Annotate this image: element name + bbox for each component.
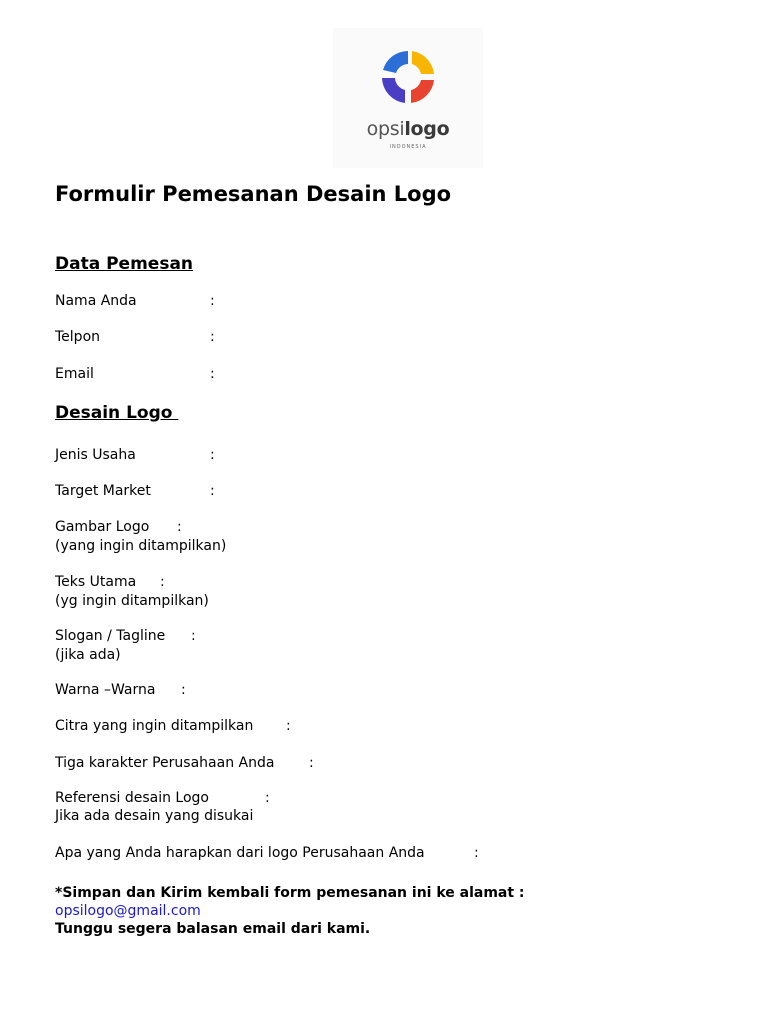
field-label-citra: Citra yang ingin ditampilkan <box>55 718 254 734</box>
field-label-nama: Nama Anda <box>55 293 137 309</box>
field-colon: : <box>181 682 186 698</box>
field-note-referensi: Jika ada desain yang disukai <box>55 808 254 824</box>
field-label-referensi: Referensi desain Logo <box>55 790 209 806</box>
field-note-gambar-logo: (yang ingin ditampilkan) <box>55 538 227 554</box>
field-colon: : <box>309 755 314 771</box>
field-colon: : <box>191 628 196 644</box>
field-colon: : <box>210 329 215 345</box>
field-colon: : <box>474 845 479 861</box>
field-colon: : <box>265 790 270 806</box>
footer-instruction: *Simpan dan Kirim kembali form pemesanan ini ke alamat : <box>55 885 525 901</box>
section-heading-data-pemesan: Data Pemesan <box>55 254 194 274</box>
field-colon: : <box>210 366 215 382</box>
section-heading-desain-logo: Desain Logo <box>55 403 179 423</box>
page-title: Formulir Pemesanan Desain Logo <box>55 182 452 206</box>
logo-subtitle: INDONESIA <box>389 144 427 150</box>
aperture-logo-icon <box>375 44 441 110</box>
field-label-teks-utama: Teks Utama <box>55 574 137 590</box>
field-colon: : <box>177 519 182 535</box>
field-label-gambar-logo: Gambar Logo <box>55 519 150 535</box>
logo-segment-purple <box>382 78 405 103</box>
field-label-slogan: Slogan / Tagline <box>55 628 166 644</box>
logo-segment-red <box>411 80 434 103</box>
field-label-harapan: Apa yang Anda harapkan dari logo Perusahaan Anda <box>55 845 425 861</box>
field-note-teks-utama: (yg ingin ditampilkan) <box>55 593 209 609</box>
contact-email-link[interactable]: opsilogo@gmail.com <box>55 903 201 919</box>
logo-word-bold: logo <box>404 118 450 140</box>
logo-segment-yellow <box>412 51 434 74</box>
field-colon: : <box>210 483 215 499</box>
logo-wordmark <box>333 118 483 140</box>
company-logo <box>333 28 483 168</box>
logo-segment-blue <box>383 51 408 73</box>
logo-word-light: opsi <box>366 118 405 140</box>
field-colon: : <box>286 718 291 734</box>
field-label-email: Email <box>55 366 94 382</box>
field-label-telpon: Telpon <box>55 329 101 345</box>
field-colon: : <box>210 293 215 309</box>
footer-closing: Tunggu segera balasan email dari kami. <box>55 921 371 937</box>
field-label-warna: Warna –Warna <box>55 682 156 698</box>
field-note-slogan: (jika ada) <box>55 647 121 663</box>
field-colon: : <box>210 447 215 463</box>
field-colon: : <box>160 574 165 590</box>
field-label-jenis-usaha: Jenis Usaha <box>55 447 136 463</box>
field-label-target-market: Target Market <box>55 483 151 499</box>
field-label-tiga-karakter: Tiga karakter Perusahaan Anda <box>55 755 275 771</box>
